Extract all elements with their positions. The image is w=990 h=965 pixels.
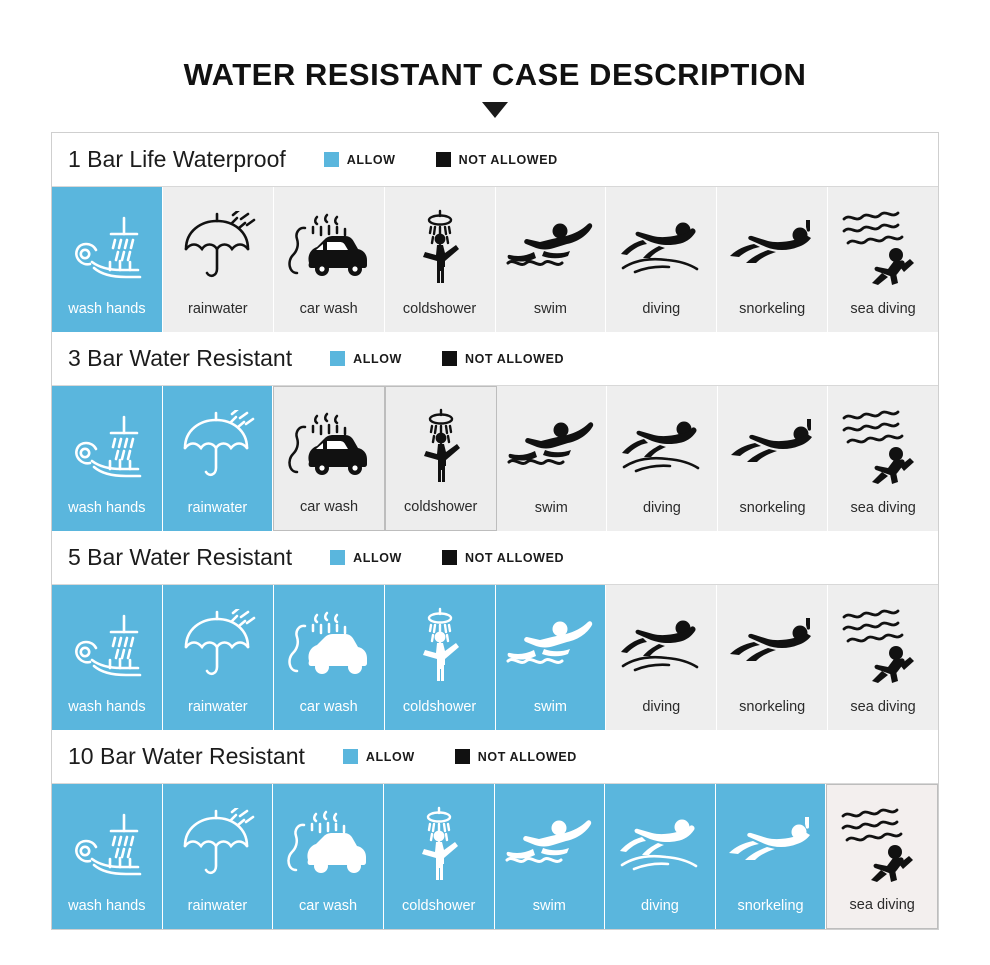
cell-label: rainwater (187, 698, 248, 715)
cell-sea-diving (828, 386, 938, 531)
cell-wash-hands (52, 784, 163, 929)
allow-swatch-icon (343, 749, 358, 764)
section-header (52, 730, 938, 784)
section-header (52, 332, 938, 386)
cell-coldshower (385, 386, 497, 531)
allow-legend-item (330, 550, 402, 565)
cell-wash-hands (52, 585, 163, 730)
section-title: 1 Bar Life Waterproof (68, 146, 286, 173)
car-wash-icon (274, 187, 384, 302)
allow-legend-label: ALLOW (365, 749, 415, 764)
cell-snorkeling (717, 585, 828, 730)
not-allowed-swatch-icon (442, 351, 457, 366)
not-allowed-swatch-icon (455, 749, 470, 764)
cell-snorkeling (717, 187, 828, 332)
cell-label: car wash (299, 897, 358, 914)
legend (324, 152, 598, 167)
cell-label: snorkeling (739, 499, 806, 516)
cell-label: snorkeling (737, 897, 804, 914)
umbrella-rain-icon (163, 386, 273, 501)
cell-label: rainwater (187, 897, 248, 914)
cell-label: diving (642, 499, 681, 516)
cell-label: wash hands (68, 499, 146, 516)
diver-icon (605, 784, 715, 899)
cell-label: sea diving (850, 499, 916, 516)
snorkeler-icon (717, 187, 827, 302)
cell-label: diving (642, 300, 681, 317)
cell-label: car wash (300, 498, 359, 515)
allow-legend-label: ALLOW (346, 152, 396, 167)
not-allowed-legend-item (442, 351, 564, 366)
cell-label: coldshower (402, 300, 477, 317)
cell-label: sea diving (849, 896, 915, 913)
allow-legend-item (343, 749, 415, 764)
cell-swim (497, 386, 608, 531)
page-title: WATER RESISTANT CASE DESCRIPTION (183, 57, 807, 92)
hand-wash-icon (52, 585, 162, 700)
table-row (52, 386, 938, 531)
cell-label: coldshower (402, 897, 476, 914)
cell-snorkeling (716, 784, 827, 929)
not-allowed-legend-label: NOT ALLOWED (477, 749, 577, 764)
cell-label: swim (534, 499, 568, 516)
cell-rainwater (163, 386, 274, 531)
car-wash-icon (274, 387, 384, 500)
cell-rainwater (163, 187, 274, 332)
cell-label: car wash (299, 300, 358, 317)
cell-label: swim (532, 897, 566, 914)
cell-wash-hands (52, 386, 163, 531)
cell-label: swim (533, 698, 567, 715)
cell-label: sea diving (850, 300, 916, 317)
not-allowed-legend-item (442, 550, 564, 565)
legend (343, 749, 617, 764)
table-row (52, 784, 938, 929)
hand-wash-icon (52, 386, 162, 501)
car-wash-icon (273, 784, 383, 899)
cell-snorkeling (718, 386, 829, 531)
cell-diving (605, 784, 716, 929)
not-allowed-legend-item (436, 152, 558, 167)
sea-diver-icon (828, 585, 938, 700)
swimmer-icon (495, 784, 605, 899)
diver-icon (606, 187, 716, 302)
not-allowed-swatch-icon (442, 550, 457, 565)
cell-label: diving (642, 698, 681, 715)
section-header (52, 133, 938, 187)
cell-car-wash (274, 187, 385, 332)
allow-swatch-icon (324, 152, 339, 167)
allow-swatch-icon (330, 351, 345, 366)
cell-label: snorkeling (739, 698, 806, 715)
car-wash-icon (274, 585, 384, 700)
swimmer-icon (497, 386, 607, 501)
water-resistance-table (51, 132, 939, 930)
cell-label: wash hands (68, 300, 146, 317)
cell-label: coldshower (402, 698, 477, 715)
triangle-down-icon (482, 102, 508, 118)
not-allowed-legend-item (455, 749, 577, 764)
hand-wash-icon (52, 784, 162, 899)
cell-sea-diving (828, 585, 938, 730)
snorkeler-icon (718, 386, 828, 501)
umbrella-rain-icon (163, 585, 273, 700)
section-header (52, 531, 938, 585)
allow-legend-label: ALLOW (353, 550, 402, 565)
not-allowed-legend-label: NOT ALLOWED (464, 351, 565, 366)
cell-swim (496, 585, 607, 730)
sea-diver-icon (828, 386, 938, 501)
allow-legend-label: ALLOW (353, 351, 402, 366)
cell-rainwater (163, 784, 274, 929)
cell-diving (606, 187, 717, 332)
cell-label: swim (533, 300, 567, 317)
not-allowed-swatch-icon (436, 152, 451, 167)
allow-legend-item (324, 152, 396, 167)
table-row (52, 585, 938, 730)
cell-label: car wash (299, 698, 358, 715)
umbrella-rain-icon (163, 187, 273, 302)
cold-shower-icon (384, 784, 494, 899)
section-title: 10 Bar Water Resistant (68, 743, 305, 770)
cold-shower-icon (385, 187, 495, 302)
cell-swim (496, 187, 607, 332)
table-row (52, 187, 938, 332)
section-title: 5 Bar Water Resistant (68, 544, 293, 571)
cell-diving (607, 386, 718, 531)
allow-swatch-icon (330, 550, 345, 565)
section-title: 3 Bar Water Resistant (68, 345, 293, 372)
legend (330, 351, 604, 366)
legend (330, 550, 604, 565)
cell-label: coldshower (404, 498, 478, 515)
cell-sea-diving (828, 187, 938, 332)
cold-shower-icon (386, 387, 496, 500)
cell-coldshower (384, 784, 495, 929)
diver-icon (607, 386, 717, 501)
cell-label: rainwater (187, 499, 248, 516)
cell-coldshower (385, 187, 496, 332)
cell-label: diving (640, 897, 679, 914)
cell-car-wash (273, 784, 384, 929)
sea-diver-icon (827, 785, 937, 898)
swimmer-icon (496, 585, 606, 700)
cell-car-wash (274, 585, 385, 730)
cell-label: rainwater (187, 300, 248, 317)
not-allowed-legend-label: NOT ALLOWED (464, 550, 565, 565)
cell-diving (606, 585, 717, 730)
cell-rainwater (163, 585, 274, 730)
swimmer-icon (496, 187, 606, 302)
snorkeler-icon (717, 585, 827, 700)
cell-car-wash (273, 386, 385, 531)
cell-label: wash hands (68, 897, 146, 914)
umbrella-rain-icon (163, 784, 273, 899)
cell-label: wash hands (68, 698, 146, 715)
hand-wash-icon (52, 187, 162, 302)
cell-coldshower (385, 585, 496, 730)
diver-icon (606, 585, 716, 700)
cell-label: sea diving (850, 698, 916, 715)
cell-wash-hands (52, 187, 163, 332)
not-allowed-legend-label: NOT ALLOWED (458, 152, 558, 167)
cell-swim (495, 784, 606, 929)
snorkeler-icon (716, 784, 826, 899)
sea-diver-icon (828, 187, 938, 302)
cold-shower-icon (385, 585, 495, 700)
allow-legend-item (330, 351, 402, 366)
cell-label: snorkeling (739, 300, 806, 317)
cell-sea-diving (826, 784, 938, 929)
